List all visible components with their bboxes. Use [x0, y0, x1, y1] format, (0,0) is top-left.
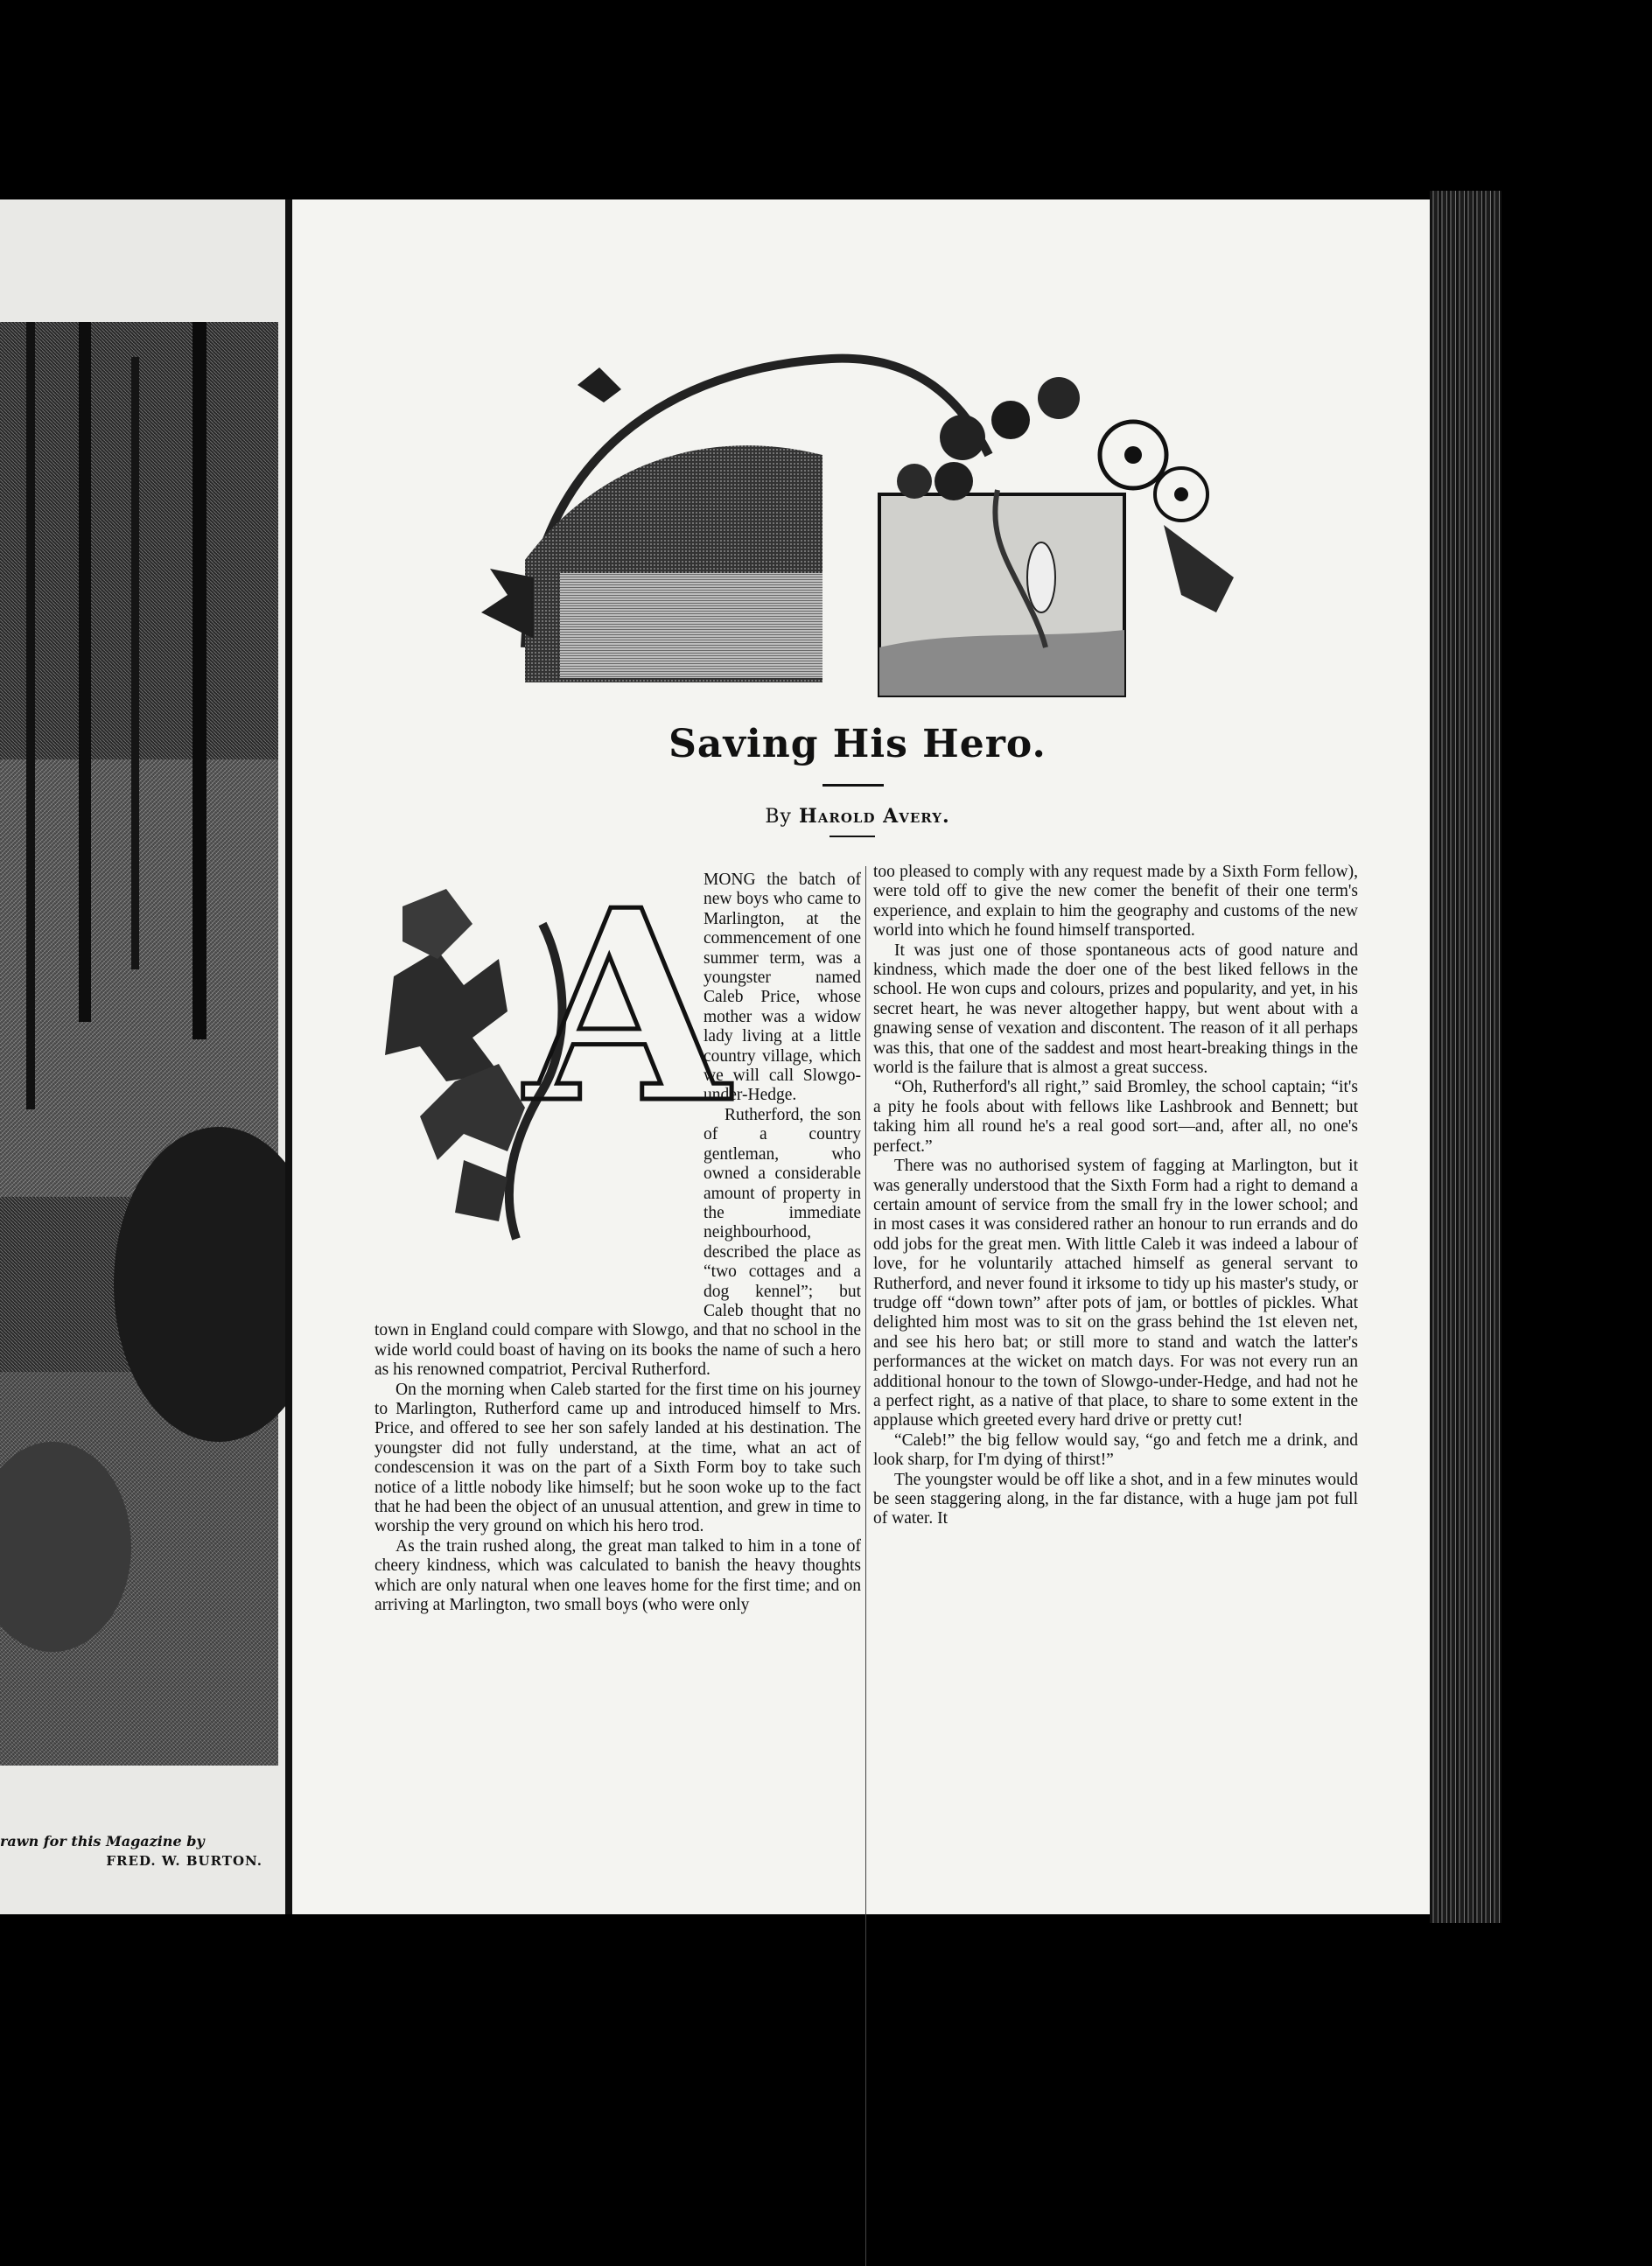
- intro-paragraph: MONG the batch of new boys who came to Marlington, at the commencement of one summer term, was a youngster named Caleb Price, whose mother was a widow lady living at a little country village, which we will call Slowgo-under-Hedge.: [704, 871, 861, 1105]
- paragraph: On the morning when Caleb started for the first time on his journey to Marlington, Rutherford came up and introduced himself to Mrs. Price, and offered to see her son safely landed at his destination. The youngster did not fully understand, at the time, what an act of condescension it was on the part of a Sixth Form boy to take such notice of a little nobody like himself; but he soon woke up to the fact that he had been the object of an unusual attention, and grew in time to worship the very ground on which his hero trod.: [374, 1380, 861, 1536]
- paragraph: As the train rushed along, the great man talked to him in a tone of cheery kindness, which was calculated to banish the heavy thoughts which are only natural when one leaves home for the first time; and on arriving at Marlington, two small boys (who were only: [374, 1536, 861, 1615]
- paragraph: Rutherford, the son of a country gentleman, who owned a considerable amount of property in the immediate neighbourhood, described the place as “two cottages and a dog kennel”; but Caleb thought that no town in England could compare with Slowgo, and that no school in the wide world could boast of having on its books the name of such a hero as his renowned compatriot, Percival Rutherford.: [374, 1105, 861, 1380]
- author-name: Harold Avery.: [798, 805, 950, 828]
- dropcap-letter: A: [525, 852, 729, 1161]
- illustrator-name: FRED. W. BURTON.: [106, 1853, 262, 1869]
- article-title: Saving His Hero.: [668, 722, 1046, 766]
- paragraph: “Oh, Rutherford's all right,” said Bromley, the school captain; “it's a pity he fools about with fellows like Lashbrook and Bennett; but taking him all round he's a real good sort—and, after all, no one's perfect.”: [873, 1078, 1358, 1156]
- title-rule: [822, 784, 884, 787]
- illustration-credit: [0, 1832, 262, 1871]
- paragraph: too pleased to comply with any request made by a Sixth Form fellow), were told off to give the new comer the benefit of their one term's experience, and explain to him the geography and customs of the new world into which he found himself transported.: [873, 863, 1358, 941]
- page-edges: [1430, 191, 1502, 1923]
- paragraph: It was just one of those spontaneous acts of good nature and kindness, which made the doer one of the best liked fellows in the school. He won cups and colours, prizes and popularity, and yet, in his secret heart, he was never altogether happy, but went about with a gnawing sense of vexation and discontent. The reason of it all perhaps was this, that one of the saddest and most heart-breaking things in the world is the failure that is almost a great success.: [873, 941, 1358, 1078]
- byline-rule: [830, 836, 875, 837]
- article-column-2: [873, 863, 1358, 1529]
- article-column-1: [374, 871, 861, 1615]
- header-vignette-illustration: [429, 350, 1304, 700]
- paragraph: The youngster would be off like a shot, and in a few minutes would be seen staggering along, in the far distance, with a huge jam pot full of water. It: [873, 1470, 1358, 1528]
- byline-prefix: By: [765, 806, 792, 828]
- illustration-credit-line1: rawn for this Magazine by: [0, 1833, 205, 1850]
- left-facing-page: [0, 199, 294, 1914]
- paragraph: “Caleb!” the big fellow would say, “go and fetch me a drink, and look sharp, for I'm dying of thirst!”: [873, 1430, 1358, 1470]
- paragraph: There was no authorised system of fagging at Marlington, but it was generally understood that the Sixth Form had a right to demand a certain amount of service from the small fry in the lower school; and in most cases it was considered rather an honour to run errands and do odd jobs for the great men. With little Caleb it was indeed a labour of love, for he voluntarily attached himself as general servant to Rutherford, and never found it irksome to tidy up his master's study, or trudge off “down town” after pots of jam, or bottles of pickles. What delighted him most was to sit on the grass behind the 1st eleven net, and see his hero bat; or still more to stand and watch the latter's performances at the wicket on match days. For was not every run an additional honour to the town of Slowgo-under-Hedge, and had not he a perfect right, as a native of that place, to share to some extent in the applause which greeted every hard drive or pretty cut!: [873, 1157, 1358, 1430]
- byline: [612, 805, 1102, 828]
- column-divider: [865, 866, 866, 2266]
- dropcap-space: [374, 871, 704, 1308]
- forest-engraving-illustration: [0, 322, 278, 1766]
